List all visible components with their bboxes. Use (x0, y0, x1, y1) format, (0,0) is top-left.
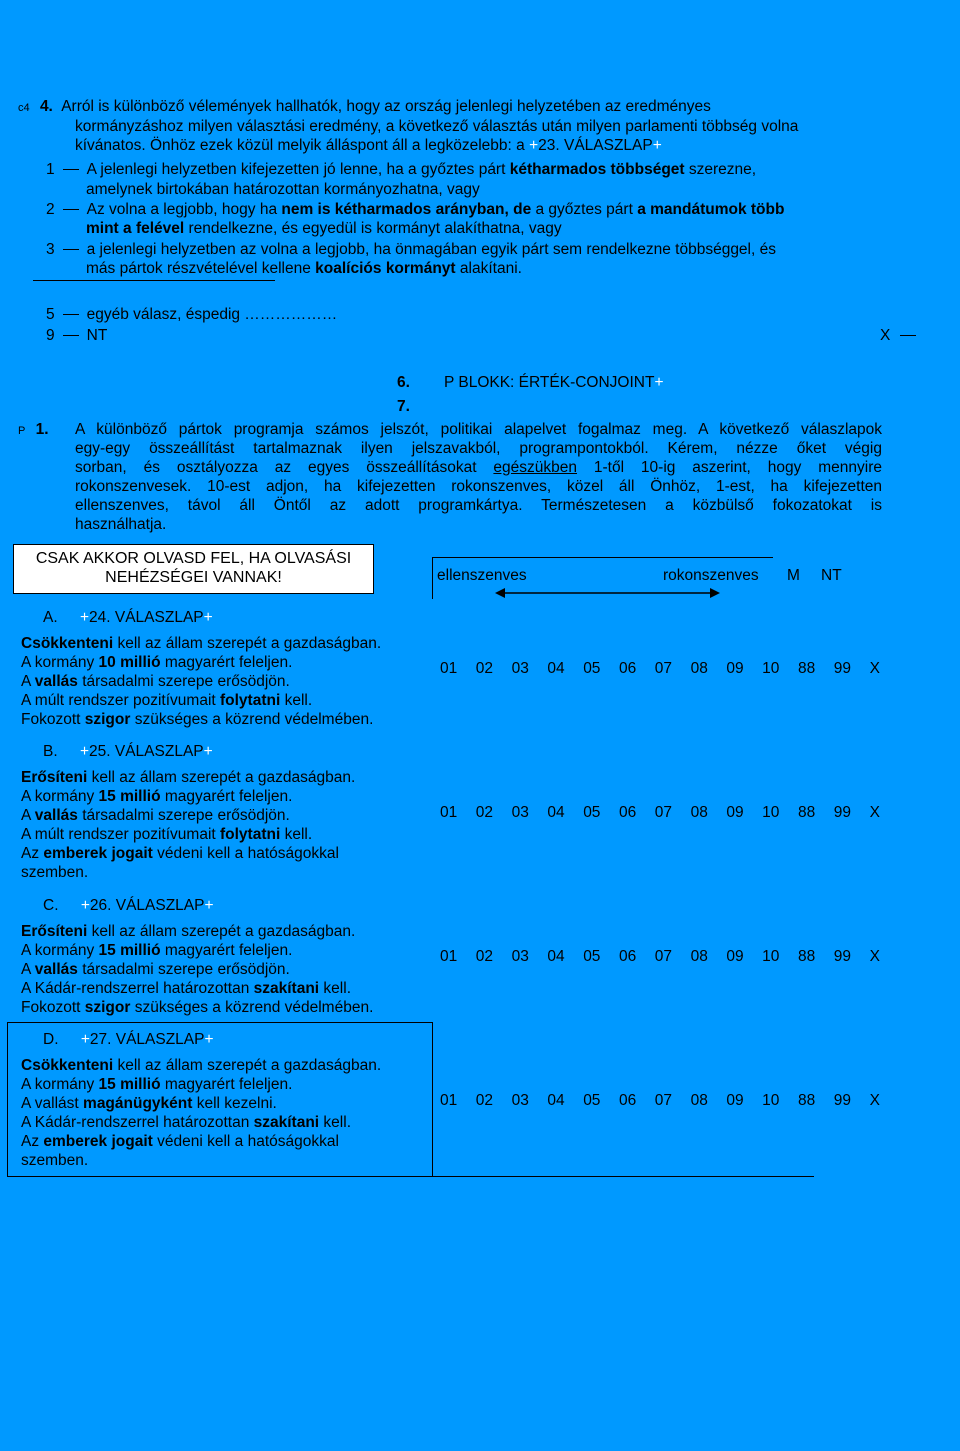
statement-text: szemben. (21, 1152, 89, 1169)
rating-option-99[interactable]: 99 (833, 804, 852, 821)
program-letter: C. (43, 897, 59, 914)
rating-option-99[interactable]: 99 (833, 948, 852, 965)
card-plus: + (204, 1031, 214, 1048)
option-code: 2 (46, 201, 55, 218)
x-label: X (880, 327, 891, 344)
statement-text: kell. (319, 980, 351, 997)
rating-option-03[interactable]: 03 (511, 660, 529, 677)
p1-line: rokonszenvesek. 10-est adjon, ha kifejezetten rokonszenves, közel áll Önhöz, 1-est, ha kifejezetten (75, 478, 882, 495)
q4-text-1: Arról is különböző vélemények hallhatók, hogy az ország jelenlegi helyzetében az eredményes (61, 98, 711, 115)
statement-text: kell kezelni. (192, 1095, 277, 1112)
statement-text: A kormány (21, 654, 99, 671)
statement-text: Az (21, 1133, 44, 1150)
statement-text: Fokozott (21, 999, 85, 1016)
block-title (444, 373, 664, 392)
statement-bold: vallás (34, 961, 78, 978)
program-header (43, 742, 213, 761)
table-top-line (8, 1022, 432, 1023)
q4-card-plus: + (529, 137, 539, 154)
program-header (43, 1030, 214, 1049)
statement-text: kell az állam szerepét a gazdaságban. (87, 769, 356, 786)
rating-option-03[interactable]: 03 (511, 948, 529, 965)
statement-text: A (21, 961, 35, 978)
statement-bold: szakítani (253, 980, 320, 997)
q4-text-3: kívánatos. Önhöz ezek közül melyik álláspont áll a legközelebb: a (75, 137, 530, 154)
q4-card-label: 23. VÁLASZLAP (538, 137, 653, 154)
program-statement (21, 979, 373, 998)
option-text: Az volna a legjobb, hogy ha (86, 201, 282, 218)
block-number-7: 7. (397, 398, 410, 415)
option-text: más pártok részvételével kellene (86, 260, 316, 277)
statement-text: szükséges a közrend védelmében. (130, 999, 374, 1016)
card-plus: + (203, 609, 213, 626)
q4-card-plus2: + (652, 137, 662, 154)
rating-option-07[interactable]: 07 (654, 1092, 673, 1109)
statement-bold: emberek jogait (43, 845, 153, 862)
program-lines (21, 634, 381, 729)
rating-option-08[interactable]: 08 (690, 948, 708, 965)
program-statement (21, 941, 373, 960)
program-statement (21, 863, 355, 882)
rating-option-03[interactable]: 03 (511, 804, 529, 821)
option-bold: nem is kétharmados arányban, de (281, 201, 532, 218)
scale-header-top-line (433, 557, 773, 558)
rating-option-10[interactable]: 10 (762, 1092, 780, 1109)
statement-bold: folytatni (220, 692, 281, 709)
rating-option-10[interactable]: 10 (762, 804, 780, 821)
statement-bold: 15 millió (98, 1076, 161, 1093)
statement-text: szemben. (21, 864, 89, 881)
statement-text: A kormány (21, 1076, 99, 1093)
statement-bold: szigor (84, 711, 131, 728)
statement-text: szükséges a közrend védelmében. (130, 711, 374, 728)
option-bold: a mandátumok több (637, 201, 785, 218)
rating-option-02[interactable]: 02 (475, 948, 494, 965)
rating-option-05[interactable]: 05 (583, 948, 601, 965)
statement-text: védeni kell a hatóságokkal (152, 1133, 339, 1150)
statement-text: A múlt rendszer pozitívumait (21, 826, 220, 843)
rating-option-06[interactable]: 06 (618, 1092, 637, 1109)
scale-nt-label: NT (821, 567, 842, 584)
rating-option-88[interactable]: 88 (797, 660, 816, 677)
rating-option-08[interactable]: 08 (690, 804, 708, 821)
rating-option-07[interactable]: 07 (654, 660, 673, 677)
statement-text: kell az állam szerepét a gazdaságban. (87, 923, 356, 940)
scale-m-label: M (787, 567, 800, 584)
statement-text: védeni kell a hatóságokkal (152, 845, 339, 862)
rating-option-04[interactable]: 04 (547, 948, 565, 965)
statement-bold: Csökkenteni (21, 635, 114, 652)
program-statement (21, 960, 373, 979)
q4-option-3-line2 (86, 259, 522, 278)
program-letter: A. (43, 609, 58, 626)
program-statement (21, 634, 381, 653)
program-statement (21, 653, 381, 672)
program-statement (21, 922, 373, 941)
rating-option-06[interactable]: 06 (618, 660, 637, 677)
statement-text: kell az állam szerepét a gazdaságban. (113, 635, 382, 652)
rating-option-99[interactable]: 99 (833, 1092, 852, 1109)
rating-option-10[interactable]: 10 (762, 660, 780, 677)
program-statement (21, 1075, 381, 1094)
option-code: 1 (46, 161, 55, 178)
rating-option-02[interactable]: 02 (475, 1092, 494, 1109)
table-left-border (7, 1022, 8, 1177)
p1-text-part: sorban, és osztályozza az egyes összeállításokat (75, 459, 494, 476)
statement-text: társadalmi szerepe erősödjön. (77, 673, 290, 690)
p1-text (75, 420, 882, 534)
program-header (43, 608, 213, 627)
option-text: rendelkezne, és egyedül is kormányt alakíthatna, vagy (184, 220, 562, 237)
statement-text: A (21, 807, 35, 824)
rating-option-05[interactable]: 05 (583, 660, 601, 677)
block-number-6: 6. (397, 374, 410, 391)
card-plus: + (79, 609, 90, 626)
notice-line: CSAK AKKOR OLVASD FEL, HA OLVASÁSI (35, 550, 352, 567)
card-plus: + (80, 897, 90, 914)
option-bold: koalíciós kormányt (315, 260, 456, 277)
statement-bold: 15 millió (98, 942, 161, 959)
statement-text: Az (21, 845, 44, 862)
rating-option-01[interactable]: 01 (440, 1092, 458, 1109)
scale-left-label: ellenszenves (437, 567, 527, 584)
card-plus: + (204, 897, 214, 914)
card-plus: + (79, 743, 90, 760)
statement-bold: szakítani (253, 1114, 320, 1131)
rating-option-05[interactable]: 05 (583, 1092, 601, 1109)
q4-option-2[interactable] (46, 200, 784, 219)
rating-option-99[interactable]: 99 (833, 660, 852, 677)
statement-text: A (21, 673, 35, 690)
p1-line: használhatja. (75, 516, 167, 533)
rating-option-88[interactable]: 88 (797, 948, 816, 965)
option-text: egyéb válasz, éspedig ……………… (86, 306, 338, 323)
option-code: 5 (46, 306, 55, 323)
q4-option-1-line2: amelynek birtokában határozottan kormányozhatna, vagy (86, 181, 480, 198)
program-statement (21, 844, 355, 863)
q4-option-9[interactable] (46, 326, 107, 345)
p1-text-part: 1-től 10-ig aszerint, hogy mennyire (577, 459, 883, 476)
rating-option-02[interactable]: 02 (475, 660, 494, 677)
program-lines (21, 1056, 381, 1170)
rating-option-07[interactable]: 07 (654, 948, 673, 965)
rating-option-05[interactable]: 05 (583, 804, 601, 821)
q4-option-1[interactable] (46, 160, 756, 179)
statement-bold: Erősíteni (21, 923, 88, 940)
program-statement (21, 825, 355, 844)
statement-text: A kormány (21, 788, 99, 805)
rating-option-X[interactable]: X (869, 948, 880, 965)
rating-option-07[interactable]: 07 (654, 804, 673, 821)
option-bold: kétharmados többséget (509, 161, 685, 178)
statement-text: Fokozott (21, 711, 85, 728)
scale-header-left-line (432, 557, 433, 599)
statement-bold: 15 millió (98, 788, 161, 805)
p1-underline: egészükben (493, 459, 577, 476)
scale-arrow-icon (495, 586, 720, 600)
rating-scale[interactable] (440, 1091, 880, 1110)
block-plus: + (654, 374, 664, 391)
program-header (43, 896, 214, 915)
q4-number: 4. (39, 98, 53, 115)
rating-scale[interactable] (440, 659, 880, 678)
p1-line-3 (75, 458, 882, 477)
statement-text: kell. (280, 692, 313, 709)
program-statement (21, 1151, 381, 1170)
statement-bold: szigor (84, 999, 131, 1016)
statement-text: kell. (280, 826, 313, 843)
option-text: a jelenlegi helyzetben az volna a legjobb, ha önmagában egyik párt sem rendelkezne többséggel, és (86, 241, 776, 258)
program-letter: D. (43, 1031, 59, 1048)
q4-line-3 (75, 136, 662, 155)
table-bottom-line (8, 1176, 814, 1177)
program-statement (21, 1132, 381, 1151)
divider (33, 280, 275, 281)
rating-option-04[interactable]: 04 (547, 1092, 565, 1109)
program-statement (21, 1113, 381, 1132)
statement-bold: folytatni (220, 826, 281, 843)
program-statement (21, 1056, 381, 1075)
statement-text: A Kádár-rendszerrel határozottan (21, 980, 254, 997)
card-label: 24. VÁLASZLAP (89, 609, 204, 626)
program-lines (21, 922, 373, 1017)
statement-text: kell. (319, 1114, 351, 1131)
statement-bold: Erősíteni (21, 769, 88, 786)
statement-bold: emberek jogait (43, 1133, 153, 1150)
option-bold: mint a felével (86, 220, 185, 237)
option-code: 9 (46, 327, 55, 344)
rating-option-X[interactable]: X (869, 660, 880, 677)
card-label: 26. VÁLASZLAP (89, 897, 205, 914)
q4-option-5[interactable] (46, 305, 337, 324)
rating-option-01[interactable]: 01 (440, 948, 458, 965)
rating-option-88[interactable]: 88 (797, 804, 816, 821)
statement-text: magyarért feleljen. (160, 942, 293, 959)
q4-code: c4 (18, 102, 30, 114)
statement-text: A Kádár-rendszerrel határozottan (21, 1114, 254, 1131)
program-statement (21, 768, 355, 787)
statement-text: A múlt rendszer pozitívumait (21, 692, 220, 709)
statement-bold: magánügyként (83, 1095, 193, 1112)
statement-text: társadalmi szerepe erősödjön. (77, 961, 290, 978)
p1-line: ellenszenves, távol áll Öntől az adott programkártya. Természetesen a közbülső fokozatokat is (75, 497, 882, 514)
program-letter: B. (43, 743, 58, 760)
rating-option-01[interactable]: 01 (440, 660, 458, 677)
rating-option-88[interactable]: 88 (797, 1092, 816, 1109)
rating-scale[interactable] (440, 947, 880, 966)
statement-text: magyarért feleljen. (160, 654, 293, 671)
option-text: szerezne, (684, 161, 757, 178)
option-code: 3 (46, 241, 55, 258)
statement-bold: vallás (34, 807, 78, 824)
p1-code (18, 420, 49, 441)
statement-text: A kormány (21, 942, 99, 959)
option-text: NT (86, 327, 108, 344)
statement-text: magyarért feleljen. (160, 1076, 293, 1093)
statement-bold: 10 millió (98, 654, 161, 671)
statement-text: kell az állam szerepét a gazdaságban. (113, 1057, 382, 1074)
rating-option-09[interactable]: 09 (726, 660, 744, 677)
rating-option-09[interactable]: 09 (726, 804, 744, 821)
card-plus: + (80, 1031, 90, 1048)
scale-right-label: rokonszenves (663, 567, 759, 584)
statement-text: A vallást (21, 1095, 84, 1112)
rating-option-01[interactable]: 01 (440, 804, 458, 821)
program-statement (21, 787, 355, 806)
option-text: A jelenlegi helyzetben kifejezetten jó lenne, ha a győztes párt (86, 161, 510, 178)
rating-option-03[interactable]: 03 (511, 1092, 529, 1109)
card-label: 25. VÁLASZLAP (89, 743, 204, 760)
rating-option-10[interactable]: 10 (762, 948, 780, 965)
p1-letter: P (18, 425, 26, 437)
rating-option-04[interactable]: 04 (547, 804, 565, 821)
program-statement (21, 1094, 381, 1113)
notice-box (13, 544, 374, 594)
program-statement (21, 691, 381, 710)
statement-bold: vallás (34, 673, 78, 690)
option-text: alakítani. (455, 260, 522, 277)
rating-option-02[interactable]: 02 (475, 804, 494, 821)
rating-option-08[interactable]: 08 (690, 660, 708, 677)
table-divider (432, 1022, 433, 1177)
rating-option-X[interactable]: X (869, 804, 880, 821)
program-statement (21, 998, 373, 1017)
rating-option-06[interactable]: 06 (618, 804, 637, 821)
rating-option-09[interactable]: 09 (726, 1092, 744, 1109)
option-text: a győztes párt (531, 201, 638, 218)
statement-text: társadalmi szerepe erősödjön. (77, 807, 290, 824)
rating-option-09[interactable]: 09 (726, 948, 744, 965)
block-title-text: P BLOKK: ÉRTÉK-CONJOINT (444, 374, 655, 391)
program-statement (21, 806, 355, 825)
rating-option-06[interactable]: 06 (618, 948, 637, 965)
q4-x-mark[interactable] (880, 326, 916, 345)
rating-option-X[interactable]: X (869, 1092, 880, 1109)
q4-line-2: kormányzáshoz milyen választási eredmény, a következő választás után milyen parlamenti többség volna (75, 118, 799, 135)
program-statement (21, 710, 381, 729)
p1-line: egy-egy összeállítást tartalmaznak ilyen jelszavakból, programpontokból. Kérem, nézze őket végig (75, 440, 882, 457)
p1-line: A különböző pártok programja számos jelszót, politikai alapelvet fogalmaz meg. A következő válaszlapok (75, 421, 882, 438)
rating-option-08[interactable]: 08 (690, 1092, 708, 1109)
q4-line-1 (18, 97, 711, 118)
rating-option-04[interactable]: 04 (547, 660, 565, 677)
notice-line: NEHÉZSÉGEI VANNAK! (105, 569, 282, 586)
statement-bold: Csökkenteni (21, 1057, 114, 1074)
program-statement (21, 672, 381, 691)
q4-option-3[interactable] (46, 240, 776, 259)
program-lines (21, 768, 355, 882)
statement-text: magyarért feleljen. (160, 788, 293, 805)
rating-scale[interactable] (440, 803, 880, 822)
q4-option-2-line2 (86, 219, 562, 238)
p1-number: 1. (35, 421, 49, 438)
card-plus: + (203, 743, 213, 760)
card-label: 27. VÁLASZLAP (89, 1031, 205, 1048)
